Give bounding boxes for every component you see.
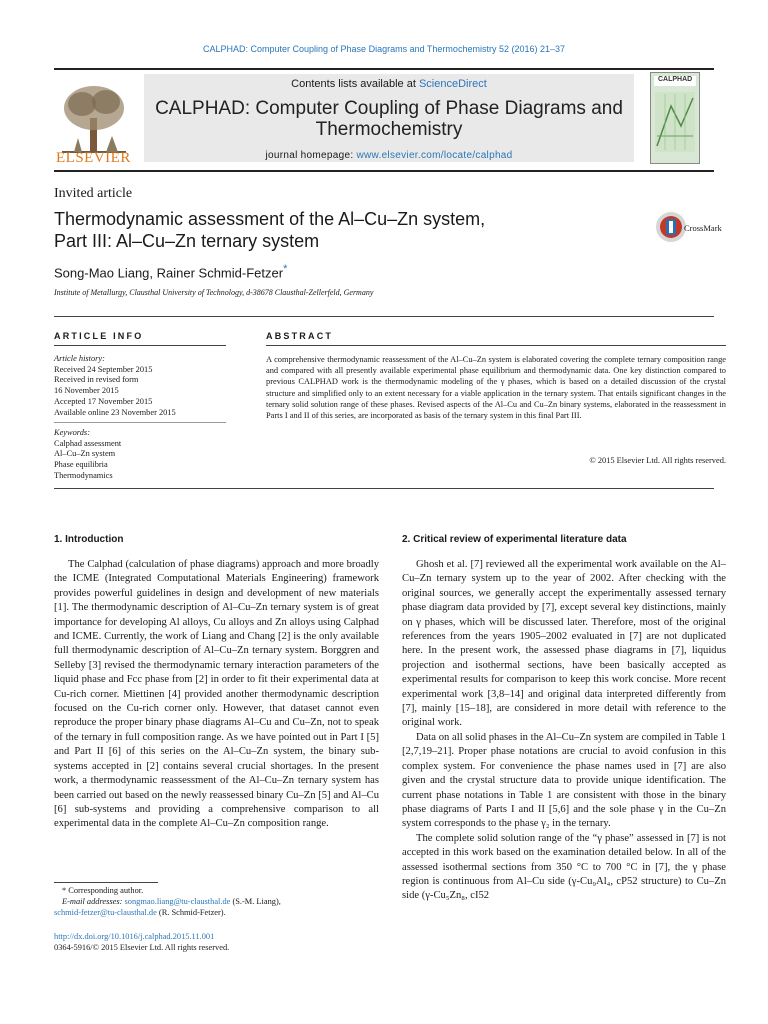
history-item: 16 November 2015 bbox=[54, 386, 119, 396]
article-title bbox=[54, 208, 614, 252]
authors bbox=[54, 263, 287, 280]
header-top-rule bbox=[54, 68, 714, 70]
article-info-heading: ARTICLE INFO bbox=[54, 331, 144, 341]
section-1-title: 1. Introduction bbox=[54, 534, 124, 545]
email-owner-2: (R. Schmid-Fetzer). bbox=[156, 907, 226, 917]
section-2-paragraph: The complete solid solution range of the “γ phase” assessed in [7] is not accepted in this work based on the examination detailed below. In all of the assessed isothermal sections from 350 °C to 700 °C in [7], the γ phase region is continuous from Al–Cu side (γ-Cu₉Al₄, cP52 structure) to Cu–Zn side (γ-Cu₅Zn₈, cI52 bbox=[402, 832, 726, 902]
crossmark-label: CrossMark bbox=[684, 223, 722, 233]
footnote bbox=[54, 886, 384, 918]
article-title-line-1: Thermodynamic assessment of the Al–Cu–Zn system, bbox=[54, 209, 486, 229]
article-type: Invited article bbox=[54, 186, 133, 201]
keyword-item: Al–Cu–Zn system bbox=[54, 449, 116, 459]
abstract-text: A comprehensive thermodynamic reassessment of the Al–Cu–Zn system is elaborated covering the complete ternary composition range and compared with all presently available experimental phase equilibrium and thermodynamic data. One key distinction compared to previous CALPHAD work is the thermodynamic modeling of the γ phases, which is based on a detailed discussion of the crystal structure and simplified only to an extent necessary for a viable application in the ternary system. That entails significant changes in the ternary solid solution range of these phases. Revised aspects of the Al–Cu and Cu–Zn binary systems, elaborated in the reassessment in Parts I and II of this series, are incorporated as basis of the ternary system in this final Part III. bbox=[266, 355, 726, 421]
journal-homepage-line bbox=[144, 150, 634, 161]
keyword-item: Thermodynamics bbox=[54, 470, 113, 480]
sciencedirect-link[interactable]: ScienceDirect bbox=[418, 78, 487, 90]
contents-line bbox=[144, 78, 634, 90]
journal-title bbox=[144, 98, 634, 140]
section-2-paragraph: Ghosh et al. [7] reviewed all the experimental work available on the Al–Cu–Zn ternary system up to the year of 2002. After checking with the original sources, we generally accept the experimentally assessed ternary phase diagram data provided by [7], except several key distinctions, mainly on γ phases, which will be discussed later. Therefore, most of the original references from the years 1905–2002 evaluated in [7] are not duplicated here. In the present work, the assessed phase diagrams in [7], liquidus projection and isothermal sections, have been basically accepted as experimental results for comparison to keep this work concise. More recent experimental work [3,8–14] and original data interpreted differently from [7], mainly [15–18], are considered in more detail with reference to the original work. bbox=[402, 559, 726, 729]
article-info-rule bbox=[54, 345, 226, 346]
section-1-body bbox=[54, 558, 379, 832]
abstract-bottom-rule bbox=[54, 488, 714, 489]
journal-reference[interactable]: CALPHAD: Computer Coupling of Phase Diagrams and Thermochemistry 52 (2016) 21–37 bbox=[202, 44, 565, 54]
info-top-rule bbox=[54, 316, 714, 317]
cover-graphic bbox=[651, 86, 699, 158]
header-bottom-rule bbox=[54, 170, 714, 172]
email-owner-1: (S.-M. Liang), bbox=[230, 896, 281, 906]
history-item: Accepted 17 November 2015 bbox=[54, 396, 153, 406]
crossmark-badge[interactable] bbox=[654, 210, 726, 244]
keyword-item: Calphad assessment bbox=[54, 438, 122, 448]
section-2-body bbox=[402, 558, 726, 920]
corresponding-author-mark[interactable]: * bbox=[283, 263, 288, 275]
history-item: Available online 23 November 2015 bbox=[54, 407, 176, 417]
email-label: E-mail addresses: bbox=[62, 896, 125, 906]
abstract-heading: ABSTRACT bbox=[266, 331, 334, 341]
homepage-prefix: journal homepage: bbox=[265, 150, 357, 161]
journal-title-line-2: Thermochemistry bbox=[315, 119, 463, 140]
section-2-paragraph: Data on all solid phases in the Al–Cu–Zn system are compiled in Table 1 [2,7,19–21]. Proper phase notations are crucial to avoid confusion in this complex system. For convenience the phase names used in [7] are also given and the crystal structure data to provide unique identification. The current phase notations in Table 1 are consistent with those in the binary phase diagrams of Parts I and II [5,6] and the sole phase γ in the Cu–Zn system corresponds to the phase γ₂ in the ternary. bbox=[402, 731, 726, 830]
keywords-rule bbox=[54, 422, 226, 423]
crossmark-icon bbox=[654, 210, 688, 244]
homepage-link[interactable]: www.elsevier.com/locate/calphad bbox=[356, 150, 513, 161]
journal-cover-thumbnail[interactable] bbox=[650, 72, 700, 164]
author-names: Song-Mao Liang, Rainer Schmid-Fetzer bbox=[54, 265, 284, 281]
abstract-copyright: © 2015 Elsevier Ltd. All rights reserved. bbox=[589, 456, 726, 465]
issn-line: 0364-5916/© 2015 Elsevier Ltd. All rights reserved. bbox=[54, 942, 230, 952]
cover-title: CALPHAD bbox=[654, 76, 696, 86]
doi-link[interactable]: http://dx.doi.org/10.1016/j.calphad.2015.11.001 bbox=[54, 932, 215, 941]
footnote-rule bbox=[54, 882, 158, 883]
keywords bbox=[54, 428, 234, 482]
history-label: Article history: bbox=[54, 354, 105, 363]
history-item: Received in revised form bbox=[54, 375, 139, 385]
journal-title-line-1: CALPHAD: Computer Coupling of Phase Diagrams and bbox=[155, 98, 623, 119]
affiliation: Institute of Metallurgy, Clausthal University of Technology, d-38678 Clausthal-Zellerfeld, Germany bbox=[54, 288, 374, 297]
email-link-1[interactable]: songmao.liang@tu-clausthal.de bbox=[124, 896, 231, 906]
article-title-line-2: Part III: Al–Cu–Zn ternary system bbox=[54, 231, 320, 251]
abstract-rule bbox=[266, 345, 726, 346]
section-2-title: 2. Critical review of experimental literature data bbox=[402, 534, 627, 545]
corresponding-author-note: * Corresponding author. bbox=[62, 886, 144, 895]
history-item: Received 24 September 2015 bbox=[54, 364, 153, 374]
doi-block bbox=[54, 932, 384, 954]
section-1-paragraph: The Calphad (calculation of phase diagrams) approach and more broadly the ICME (Integrated Computational Materials Engineering) framework provides powerful guidelines in design and development of new materials [1]. The thermodynamic description of Al–Cu–Zn ternary system is of great importance for developing Al alloys, Cu alloys and Zn alloys using Calphad and ICME. Currently, the work of Liang and Chang [2] is the only available full thermodynamic description of Al–Cu–Zn ternary system. Borggren and Selleby [3] revised the thermodynamic ternary interaction parameters of the liquid phase and Fcc phase from [2] in order to fit their experimental data at Cu-rich corner. Miettinen [4] provided another thermodynamic description focused on the Cu-rich corner only. However, that dataset cannot even reproduce the proper binary phase diagrams Al–Cu and Cu–Zn, not to speak of the ternary in full composition range. As we have pointed out in Part I [5] and Part II [6] of this series on the Al–Cu–Zn system, the binary sub-systems accepted in [2] contains several crucial shortages. In the present work, a thermodynamic reassessment of the Al–Cu–Zn ternary system has been carried out based on the newly reassessed binary Cu–Zn [5] and Al–Cu [6] sub-systems and providing a comprehensive comparison to all experimental data in the complete Al–Cu–Zn composition range. bbox=[54, 559, 379, 830]
keywords-label: Keywords: bbox=[54, 428, 90, 437]
publisher-name: ELSEVIER bbox=[56, 150, 131, 166]
email-link-2[interactable]: schmid-fetzer@tu-clausthal.de bbox=[54, 907, 157, 917]
contents-prefix: Contents lists available at bbox=[291, 78, 419, 90]
article-history bbox=[54, 354, 234, 418]
keyword-item: Phase equilibria bbox=[54, 460, 108, 470]
